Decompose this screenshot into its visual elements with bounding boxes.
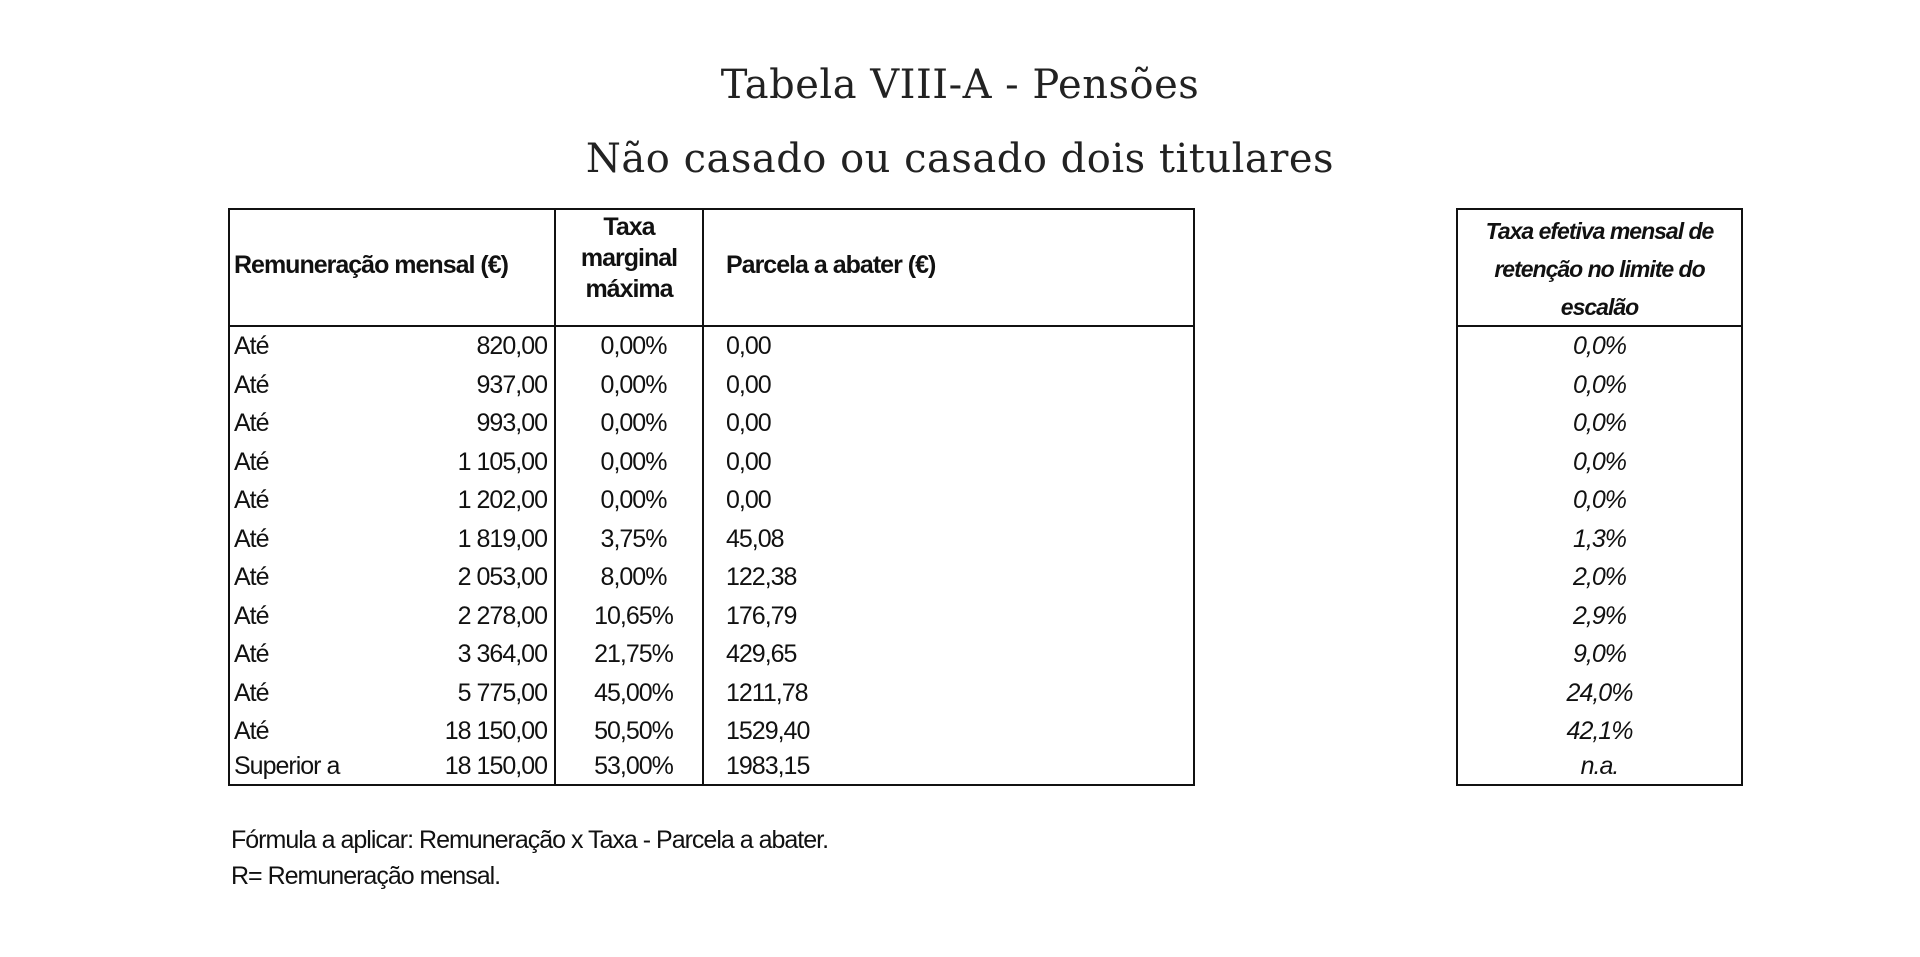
header-remuneracao: Remuneração mensal (€) (234, 251, 508, 279)
row-amount: 2 278,00 (457, 601, 547, 630)
row-label: Até (234, 640, 269, 668)
effective-rate-value: 2,0% (1573, 563, 1626, 591)
effective-rate-value: 2,9% (1573, 601, 1626, 630)
table-row (230, 712, 1193, 751)
table-row (230, 558, 1193, 597)
effective-rate-value: 9,0% (1573, 640, 1626, 668)
row-label: Até (234, 563, 269, 591)
header-taxa-line1: Taxa (603, 213, 655, 241)
header-parcela: Parcela a abater (€) (726, 251, 936, 279)
row-amount: 5 775,00 (457, 678, 547, 707)
effective-rate-value: 24,0% (1566, 678, 1633, 707)
effective-rate-header (1458, 212, 1741, 326)
table-row (230, 327, 1193, 366)
row-amount: 1 819,00 (457, 524, 547, 553)
row-amount: 1 105,00 (457, 447, 547, 476)
table-row (230, 674, 1193, 713)
row-label: Até (234, 447, 269, 476)
table-row (230, 747, 1193, 786)
row-label: Até (234, 370, 269, 399)
header-taxa-line2: marginal (580, 244, 678, 272)
row-amount: 18 150,00 (444, 752, 547, 780)
effective-rate-value: 1,3% (1573, 524, 1626, 553)
row-parcel: 1211,78 (726, 678, 808, 707)
page-title: Tabela VIII-A - Pensões (720, 62, 1200, 108)
table-row (230, 597, 1193, 636)
effective-rate-value: 0,0% (1573, 332, 1626, 360)
table-row (230, 404, 1193, 443)
row-parcel: 45,08 (726, 524, 784, 553)
row-amount: 2 053,00 (457, 563, 547, 591)
row-label: Até (234, 332, 269, 360)
row-parcel: 122,38 (726, 563, 797, 591)
row-rate: 21,75% (594, 640, 673, 668)
table-row (230, 635, 1193, 674)
table-row (230, 481, 1193, 520)
page-subtitle: Não casado ou casado dois titulares (585, 136, 1335, 182)
effective-rate-header-line3: escalão (1560, 294, 1639, 320)
row-parcel: 176,79 (726, 601, 797, 630)
header-taxa-line3: máxima (585, 275, 673, 303)
row-label: Até (234, 717, 269, 745)
row-rate: 53,00% (594, 752, 673, 780)
effective-rate-value: n.a. (1580, 752, 1619, 780)
row-amount: 820,00 (476, 332, 547, 360)
row-rate: 10,65% (594, 601, 673, 630)
row-parcel: 1983,15 (726, 752, 810, 780)
row-amount: 3 364,00 (457, 640, 547, 668)
header-taxa (556, 212, 702, 305)
row-rate: 3,75% (600, 524, 667, 553)
row-label: Até (234, 524, 269, 553)
formula-note: Fórmula a aplicar: Remuneração x Taxa - Parcela a abater. (231, 826, 829, 854)
row-rate: 8,00% (600, 563, 667, 591)
row-rate: 0,00% (600, 332, 667, 360)
effective-rate-value: 0,0% (1573, 447, 1626, 476)
row-parcel: 0,00 (726, 409, 771, 437)
row-parcel: 0,00 (726, 370, 771, 399)
row-rate: 50,50% (594, 717, 673, 745)
row-amount: 937,00 (476, 370, 547, 399)
table-row (230, 366, 1193, 405)
effective-rate-table (1456, 208, 1743, 786)
row-amount: 993,00 (476, 409, 547, 437)
row-rate: 45,00% (594, 678, 673, 707)
row-label: Até (234, 678, 269, 707)
row-rate: 0,00% (600, 409, 667, 437)
row-parcel: 429,65 (726, 640, 797, 668)
effective-rate-value: 0,0% (1573, 486, 1626, 514)
withholding-table (228, 208, 1195, 786)
row-parcel: 0,00 (726, 486, 771, 514)
row-rate: 0,00% (600, 370, 667, 399)
effective-rate-header-line2: retenção no limite do (1494, 256, 1705, 282)
row-label: Até (234, 409, 269, 437)
row-parcel: 0,00 (726, 447, 771, 476)
row-label: Superior a (234, 752, 340, 780)
row-rate: 0,00% (600, 486, 667, 514)
effective-rate-value: 42,1% (1566, 717, 1633, 745)
legend-note: R= Remuneração mensal. (231, 862, 501, 890)
effective-rate-value: 0,0% (1573, 370, 1626, 399)
row-rate: 0,00% (600, 447, 667, 476)
effective-rate-header-line1: Taxa efetiva mensal de (1485, 218, 1714, 244)
row-amount: 18 150,00 (444, 717, 547, 745)
effective-rate-value: 0,0% (1573, 409, 1626, 437)
row-parcel: 1529,40 (726, 717, 810, 745)
row-label: Até (234, 601, 269, 630)
table-row (230, 443, 1193, 482)
row-parcel: 0,00 (726, 332, 771, 360)
table-row (230, 520, 1193, 559)
row-label: Até (234, 486, 269, 514)
row-amount: 1 202,00 (457, 486, 547, 514)
